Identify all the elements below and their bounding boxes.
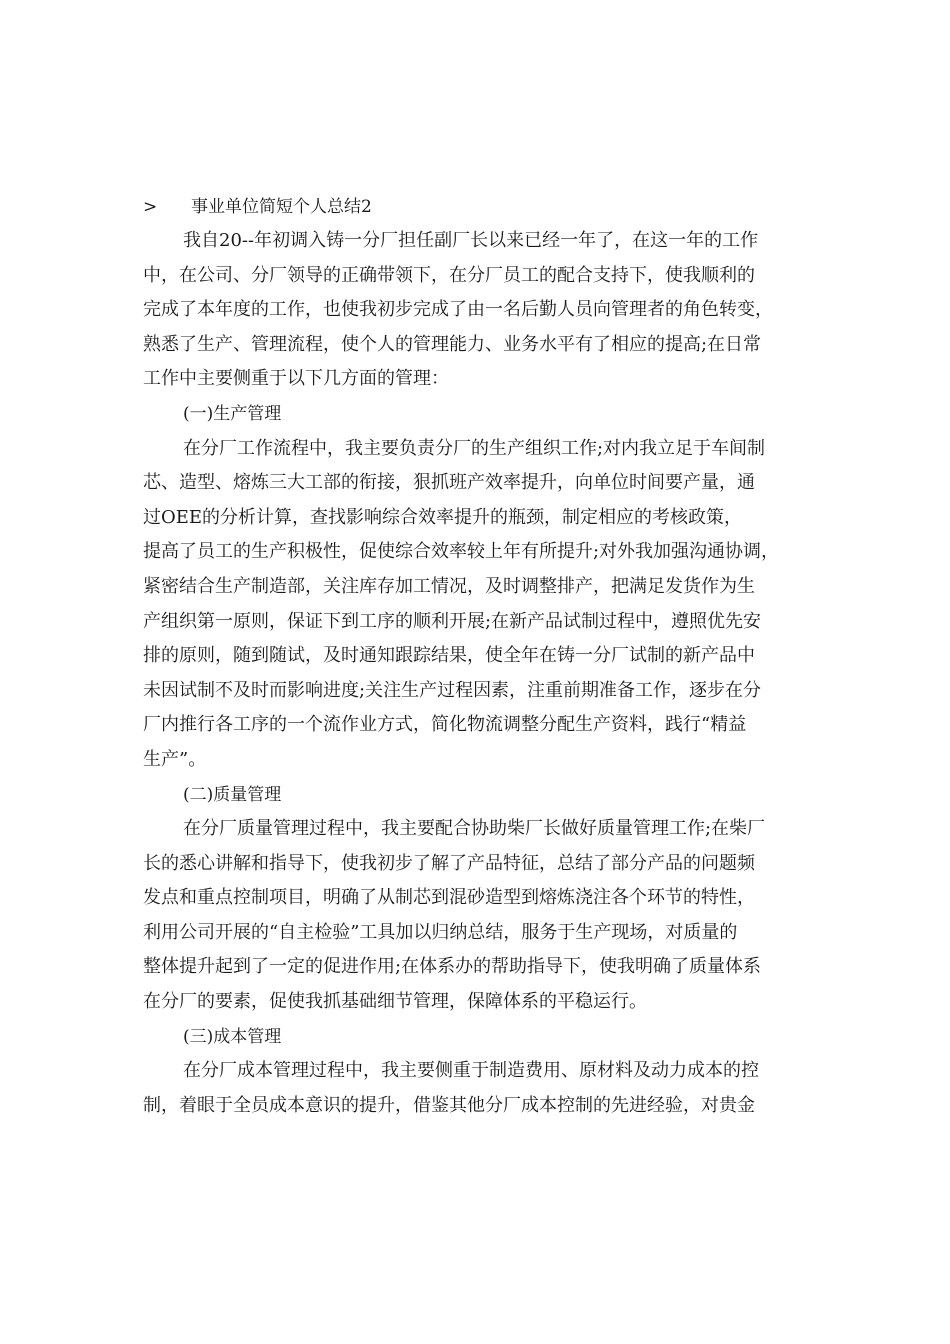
paragraph-line: 厂内推行各工序的一个流作业方式，简化物流调整分配生产资料，践行“精益 <box>143 714 747 736</box>
section-title-production: (一)生产管理 <box>183 403 282 424</box>
paragraph-line: 中，在公司、分厂领导的正确带领下，在分厂员工的配合支持下，使我顺利的 <box>143 264 755 286</box>
production-paragraph <box>143 432 823 778</box>
paragraph-line: 在分厂质量管理过程中，我主要配合协助柴厂长做好质量管理工作;在柴厂 <box>183 818 766 840</box>
paragraph-line: 整体提升起到了一定的促进作用;在体系办的帮助指导下，使我明确了质量体系 <box>143 956 762 978</box>
paragraph-line: 生产”。 <box>143 748 207 770</box>
bullet-marker: > <box>143 197 158 217</box>
paragraph-line: 制，着眼于全员成本意识的提升，借鉴其他分厂成本控制的先进经验，对贵金 <box>143 1094 755 1116</box>
cost-paragraph <box>143 1054 823 1123</box>
paragraph-line: 我自20--年初调入铸一分厂担任副厂长以来已经一年了，在这一年的工作 <box>183 230 759 251</box>
paragraph-line: 未因试制不及时而影响进度;关注生产过程因素，注重前期准备工作，逐步在分 <box>143 679 762 701</box>
document-heading <box>143 190 823 224</box>
paragraph-line: 在分厂的要素，促使我抓基础细节管理，保障体系的平稳运行。 <box>143 991 647 1013</box>
document-body <box>143 190 823 1123</box>
paragraph-line: 完成了本年度的工作，也使我初步完成了由一名后勤人员向管理者的角色转变， <box>143 299 773 321</box>
paragraph-line: 过OEE的分析计算，查找影响综合效率提升的瓶颈，制定相应的考核政策， <box>143 506 743 528</box>
paragraph-line: 熟悉了生产、管理流程，使个人的管理能力、业务水平有了相应的提高;在日常 <box>143 333 762 355</box>
section-title-quality: (二)质量管理 <box>183 784 282 805</box>
paragraph-line: 产组织第一原则，保证下到工序的顺利开展;在新产品试制过程中，遵照优先安 <box>143 610 762 632</box>
paragraph-line: 排的原则，随到随试，及时通知跟踪结果，使全年在铸一分厂试制的新产品中 <box>143 645 755 667</box>
paragraph-line: 在分厂工作流程中，我主要负责分厂的生产组织工作;对内我立足于车间制 <box>183 437 766 459</box>
paragraph-line: 长的悉心讲解和指导下，使我初步了解了产品特征，总结了部分产品的问题频 <box>143 852 755 874</box>
paragraph-line: 发点和重点控制项目，明确了从制芯到混砂造型到熔炼浇注各个环节的特性， <box>143 887 755 909</box>
paragraph-line: 工作中主要侧重于以下几方面的管理： <box>143 368 449 390</box>
section-title-cost: (三)成本管理 <box>183 1026 282 1047</box>
paragraph-line: 提高了员工的生产积极性，促使综合效率较上年有所提升;对外我加强沟通协调， <box>143 541 780 563</box>
intro-paragraph <box>143 224 823 397</box>
paragraph-line: 芯、造型、熔炼三大工部的衔接，狠抓班产效率提升，向单位时间要产量，通 <box>143 472 755 494</box>
document-title: 事业单位简短个人总结2 <box>191 197 372 217</box>
paragraph-line: 紧密结合生产制造部，关注库存加工情况，及时调整排产，把满足发货作为生 <box>143 575 755 597</box>
quality-paragraph <box>143 812 823 1020</box>
paragraph-line: 利用公司开展的“自主检验”工具加以归纳总结，服务于生产现场，对质量的 <box>143 921 738 943</box>
paragraph-line: 在分厂成本管理过程中，我主要侧重于制造费用、原材料及动力成本的控 <box>183 1060 759 1082</box>
